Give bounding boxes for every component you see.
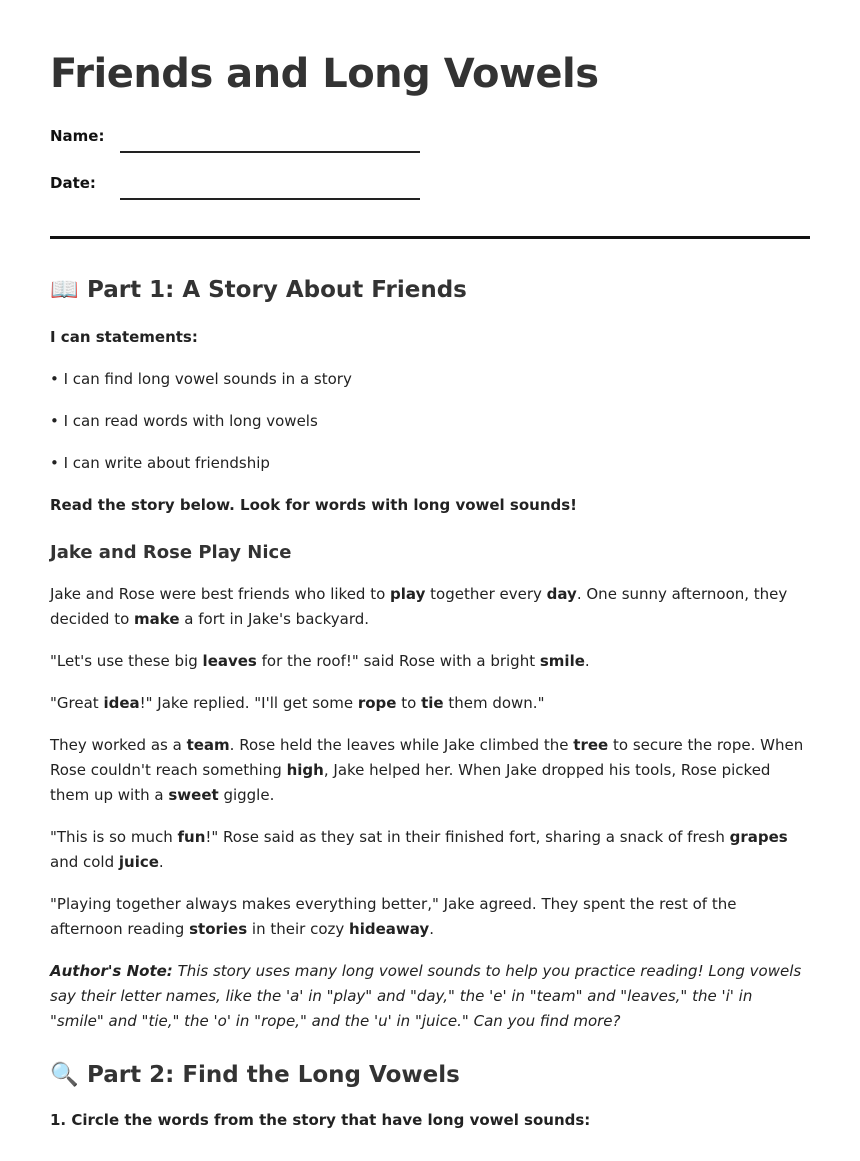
story-text: .: [158, 853, 164, 871]
long-vowel-word: sweet: [168, 786, 219, 804]
author-note: [50, 959, 810, 1034]
story-text: together every: [425, 585, 547, 603]
long-vowel-word: make: [134, 610, 180, 628]
name-field: [50, 106, 810, 153]
long-vowel-word: day: [546, 585, 577, 603]
story-text: and cold: [50, 853, 119, 871]
story-text: "Playing together always makes everything better," Jake agreed. They spent the rest of the afternoon reading: [50, 895, 737, 938]
author-note-text: This story uses many long vowel sounds to help you practice reading! Long vowels say their letter names, like the 'a' in "play" and "day," the 'e' in "team" and "leaves," the 'i' in "smile" and "tie," the 'o' in "rope," and the 'u' in "juice." Can you find more?: [50, 962, 802, 1030]
story-text: a fort in Jake's backyard.: [179, 610, 370, 628]
story-text: , Jake helped her. When Jake dropped his tools, Rose picked them up with a: [50, 761, 771, 804]
story-text: "Let's use these big: [50, 652, 203, 670]
question-1: 1. Circle the words from the story that have long vowel sounds:: [50, 1111, 591, 1129]
story-text: in their cozy: [247, 920, 350, 938]
open-book-icon: 📖: [50, 277, 79, 303]
part1-heading: [50, 275, 810, 305]
story-paragraph: [50, 649, 810, 674]
story-text: for the roof!" said Rose with a bright: [256, 652, 540, 670]
long-vowel-word: juice: [118, 853, 159, 871]
story-text: giggle.: [218, 786, 275, 804]
long-vowel-word: rope: [357, 694, 397, 712]
long-vowel-word: high: [286, 761, 324, 779]
long-vowel-word: team: [186, 736, 230, 754]
story-text: !" Rose said as they sat in their finished fort, sharing a snack of fresh: [205, 828, 730, 846]
story-text: "Great: [50, 694, 104, 712]
story-text: !" Jake replied. "I'll get some: [139, 694, 358, 712]
reading-instruction: Read the story below. Look for words with long vowel sounds!: [50, 496, 578, 514]
magnifying-glass-icon: 🔍: [50, 1062, 79, 1088]
story-text: "This is so much: [50, 828, 178, 846]
long-vowel-word: play: [390, 585, 426, 603]
story-text: them down.": [443, 694, 545, 712]
part2-heading-text: Part 2: Find the Long Vowels: [87, 1062, 460, 1088]
long-vowel-word: tie: [421, 694, 444, 712]
story-text: to: [396, 694, 422, 712]
story-text: . Rose held the leaves while Jake climbed the: [229, 736, 574, 754]
header-divider: [50, 236, 810, 239]
story-text: They worked as a: [50, 736, 187, 754]
story-title: Jake and Rose Play Nice: [50, 542, 292, 563]
story-paragraph: [50, 582, 810, 632]
long-vowel-word: leaves: [202, 652, 257, 670]
author-note-label: Author's Note:: [50, 962, 173, 980]
story-paragraph: [50, 825, 810, 875]
part1-heading-text: Part 1: A Story About Friends: [87, 277, 467, 303]
story-paragraph: [50, 733, 810, 808]
story-text: .: [584, 652, 590, 670]
date-field: [50, 153, 810, 200]
long-vowel-word: fun: [177, 828, 206, 846]
story-text: .: [429, 920, 434, 938]
name-label: Name:: [50, 127, 105, 145]
story-body: [50, 582, 810, 942]
i-can-statement-3: • I can write about friendship: [50, 454, 270, 472]
story-paragraph: [50, 892, 810, 942]
story-paragraph: [50, 691, 810, 716]
i-can-statement-2: • I can read words with long vowels: [50, 412, 318, 430]
date-line: [120, 176, 420, 200]
long-vowel-word: stories: [189, 920, 248, 938]
i-can-label: I can statements:: [50, 328, 198, 346]
part2-heading: [50, 1060, 810, 1090]
long-vowel-word: smile: [539, 652, 585, 670]
story-text: Jake and Rose were best friends who liked to: [50, 585, 391, 603]
long-vowel-word: grapes: [729, 828, 788, 846]
story-text: . One sunny afternoon, they decided to: [50, 585, 788, 628]
long-vowel-word: hideaway: [349, 920, 430, 938]
i-can-statement-1: • I can find long vowel sounds in a story: [50, 370, 352, 388]
long-vowel-word: idea: [103, 694, 140, 712]
story-text: to secure the rope. When Rose couldn't reach something: [50, 736, 804, 779]
long-vowel-word: tree: [573, 736, 609, 754]
date-label: Date:: [50, 174, 96, 192]
name-line: [120, 129, 420, 153]
page-title: Friends and Long Vowels: [50, 51, 599, 97]
